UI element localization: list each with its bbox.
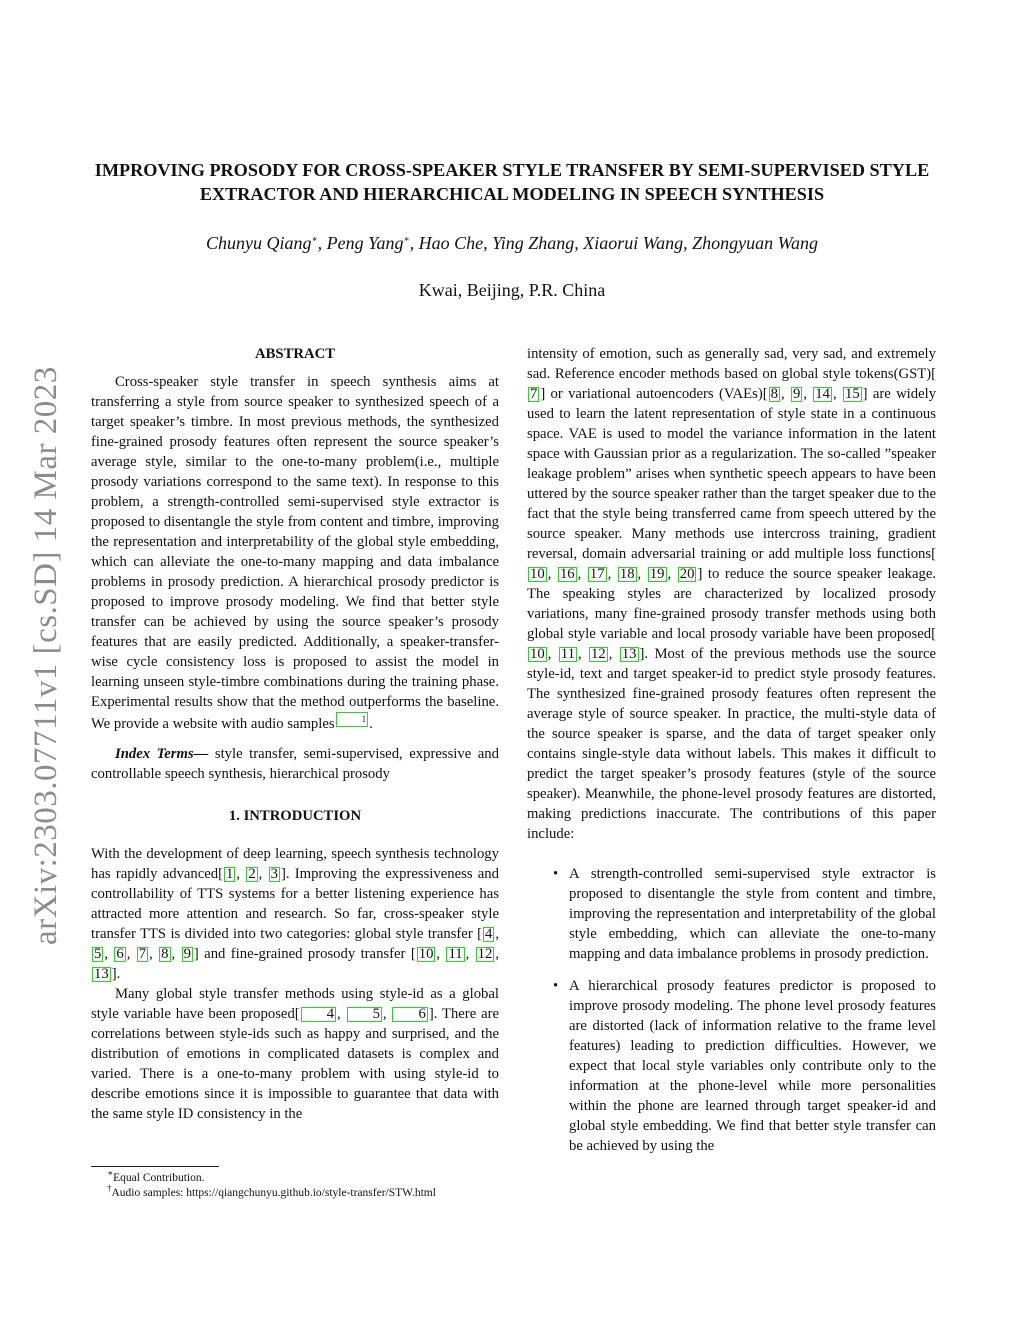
citation-link[interactable]: 5 bbox=[94, 945, 102, 962]
citation-link[interactable]: 3 bbox=[270, 865, 278, 882]
citation-link[interactable]: 5 bbox=[347, 1007, 382, 1022]
author-name: Peng Yang bbox=[326, 233, 404, 253]
citation-link[interactable]: 1 bbox=[226, 865, 234, 882]
intro-paragraph-1: With the development of deep learning, speech synthesis technology has rapidly advanced[ 1 , 2 , 3 ]. Improving the expressiveness and controllability of TTS systems for a better listening experience has attracted more attention and research. So far, cross-speaker style transfer TTS is divided into two categories: global style transfer [ 4 , 5 , 6 , 7 , 8 , 9 ] and fine-grained prosody transfer [ 10 , 11 , 12 , 13 ]. bbox=[91, 845, 500, 982]
citation-link[interactable]: 12 bbox=[591, 646, 606, 662]
citation-link[interactable]: 11 bbox=[560, 646, 575, 662]
index-terms-label: Index Terms— bbox=[115, 745, 209, 762]
footnote-equal-contribution: ∗Equal Contribution. bbox=[107, 1168, 205, 1184]
equal-contribution-mark: ∗ bbox=[311, 234, 318, 244]
citation-link[interactable]: 6 bbox=[116, 945, 124, 962]
citation-link[interactable]: 8 bbox=[161, 945, 169, 962]
citation-link[interactable]: 10 bbox=[530, 566, 545, 582]
citation-link[interactable]: 7 bbox=[138, 945, 147, 962]
bullet-icon: • bbox=[553, 866, 559, 882]
left-column bbox=[91, 344, 499, 1124]
intro-paragraph-3: intensity of emotion, such as generally sad, very sad, and extremely sad. Reference encoder methods based on global style tokens(GST)[7 ] or variational autoencoders (VAEs)[ 8 , 9 , 14 , 15 ] are widely used to learn the latent representation of style state in a continuous space. VAE is used to model the variance information in the latent space with Gaussian prior as a regularization. The so-called ”speaker leakage problem” arises when synthetic speech appears to have been uttered by the source speaker rather than the target speaker due to the fact that the style being transferred came from speech uttered by the source speaker. Many methods use intercross training, gradient reversal, domain adversarial training or add multiple loss functions[10 , 16 , 17 , 18 , 19 , 20 ] to reduce the source speaker leakage. The speaking styles are characterized by localized prosody variations, many fine-grained prosody transfer methods using both global style variable and local prosody variable have been proposed[10 , 11 , 12 , 13 ]. Most of the previous methods use the source style-id, text and target speaker-id to predict style prosody features. The synthesized fine-grained prosody features often represent the average style of source speaker. In practice, the multi-style data of the source speaker is sparse, and the data of target speaker only contains single-style data without labels. This makes it difficult to predict the target speaker’s prosody features (style of the source speaker). Meanwhile, the phone-level prosody features are distorted, making predictions inaccurate. The contributions of this paper include: bbox=[527, 346, 937, 842]
citation-link[interactable]: 4 bbox=[301, 1007, 336, 1022]
author-names-rest: , Hao Che, Ying Zhang, Xiaorui Wang, Zhongyuan Wang bbox=[409, 233, 818, 253]
list-item: • A hierarchical prosody features predictor is proposed to improve prosody modeling. The phone level prosody features are distorted (lack of information relative to the frame level features) leading to prediction difficulties. However, we expect that local style variables only contribute only to the information at the phone-level while more personalities within the phone are learned through target speaker-id and global style embedding. We find that better style transfer can be achieved by using the bbox=[553, 978, 936, 1154]
citation-link[interactable]: 13 bbox=[94, 965, 109, 982]
citation-link[interactable]: 17 bbox=[589, 566, 605, 582]
author-name: Chunyu Qiang bbox=[206, 233, 312, 253]
footnotes bbox=[91, 1166, 499, 1201]
citation-link[interactable]: 4 bbox=[484, 925, 493, 942]
footnote-audio-samples: †Audio samples: https://qiangchunyu.github.io/style-transfer/STW.html bbox=[107, 1183, 436, 1199]
equal-contribution-mark: ∗ bbox=[403, 234, 410, 244]
affiliation: Kwai, Beijing, P.R. China bbox=[418, 280, 606, 300]
arxiv-stamp: arXiv:2303.07711v1 [cs.SD] 14 Mar 2023 bbox=[28, 366, 64, 945]
citation-link[interactable]: 20 bbox=[679, 566, 695, 582]
citation-link[interactable]: 14 bbox=[815, 386, 830, 402]
list-item: • A strength-controlled semi-supervised style extractor is proposed to disentangle the style from content and timbre, improving the representation and interpretability of the global style embedding, which can alleviate the one-to-many mapping and data imbalance problems in prosody prediction. bbox=[553, 866, 936, 962]
footnote-link[interactable]: 1 bbox=[336, 712, 369, 727]
paper-title: IMPROVING PROSODY FOR CROSS-SPEAKER STYLE TRANSFER BY SEMI-SUPERVISED STYLE EXTRACTOR AND HIERARCHICAL MODELING IN SPEECH SYNTHESIS bbox=[94, 160, 930, 204]
citation-link[interactable]: 18 bbox=[619, 566, 635, 582]
citation-link[interactable]: 10 bbox=[530, 646, 545, 662]
introduction-heading: 1. INTRODUCTION bbox=[228, 807, 362, 824]
citation-link[interactable]: 11 bbox=[448, 945, 463, 962]
citation-link[interactable]: 7 bbox=[530, 386, 538, 402]
citation-link[interactable]: 2 bbox=[248, 865, 256, 882]
author-list: Chunyu Qiang∗, Peng Yang∗, Hao Che, Ying Zhang, Xiaorui Wang, Zhongyuan Wang bbox=[206, 233, 818, 253]
citation-link[interactable]: 15 bbox=[844, 386, 860, 402]
bullet-icon: • bbox=[553, 978, 559, 994]
footnote-divider bbox=[91, 1166, 219, 1167]
citation-link[interactable]: 9 bbox=[183, 945, 191, 962]
citation-link[interactable]: 10 bbox=[418, 945, 434, 962]
abstract-heading: ABSTRACT bbox=[255, 346, 335, 362]
citation-link[interactable]: 19 bbox=[649, 566, 665, 582]
citation-link[interactable]: 9 bbox=[792, 386, 801, 402]
right-column bbox=[527, 344, 936, 1168]
abstract-text: Cross-speaker style transfer in speech synthesis aims at transferring a style from source speaker to synthesized speech of a target speaker’s timbre. In most previous methods, the synthesized fine-grained prosody features often represent the source speaker’s average style, similar to the one-to-many problem(i.e., multiple prosody variations correspond to the same text). In response to this problem, a strength-controlled semi-supervised style extractor is proposed to disentangle the style from content and timbre, improving the representation and interpretability of the global style embedding, which can alleviate the one-to-many mapping and data imbalance problems in prosody prediction. A hierarchical prosody predictor is proposed to improve prosody modeling. We find that better style transfer can be achieved by using the source speaker’s prosody features that are easily predicted. Additionally, a speaker-transfer-wise cycle consistency loss is proposed to assist the model in learning unseen style-timbre combinations during the training phase. Experimental results show that the method outperforms the baseline. We provide a website with audio samples $^1$ . bbox=[91, 374, 499, 732]
citation-link[interactable]: 8 bbox=[770, 386, 778, 402]
citation-link[interactable]: 16 bbox=[559, 566, 575, 582]
citation-link[interactable]: 6 bbox=[392, 1007, 427, 1022]
citation-link[interactable]: 12 bbox=[477, 945, 493, 962]
citation-link[interactable]: 13 bbox=[621, 646, 637, 662]
intro-paragraph-2: Many global style transfer methods using style-id as a global style variable have been proposed[ 4 , 5 , 6 ]. There are correlations between style-ids such as happy and surprised, and the distribution of emotions in complicated datasets is complex and varied. There is a one-to-many problem with using style-id to describe emotions since it is impossible to guarantee that data with the same style ID consistency in the bbox=[91, 985, 500, 1122]
contributions-list bbox=[527, 864, 936, 1156]
index-terms: Index Terms— style transfer, semi-supervised, expressive and controllable speech synthesis, hierarchical prosody bbox=[91, 745, 499, 782]
